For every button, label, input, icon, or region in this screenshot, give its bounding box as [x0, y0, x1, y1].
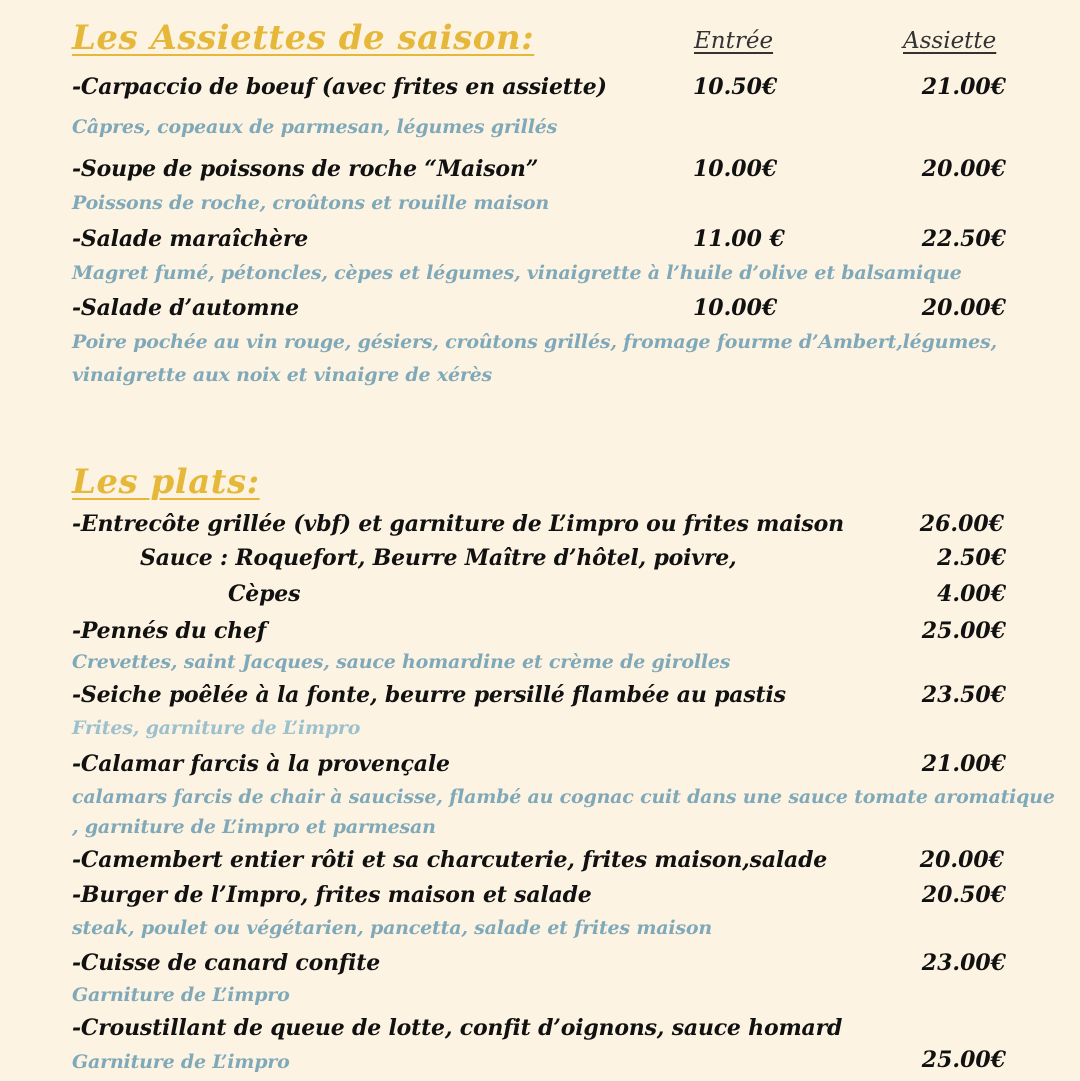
dish-price: 23.00€ — [921, 950, 1006, 976]
dish-price: 25.00€ — [921, 1047, 1006, 1073]
price-assiette: 22.50€ — [921, 226, 1006, 252]
dish-name: -Calamar farcis à la provençale — [72, 751, 450, 777]
price-entree: 10.50€ — [693, 74, 778, 100]
dish-description: Frites, garniture de L’impro — [72, 717, 361, 739]
price-entree: 11.00 € — [693, 226, 785, 252]
column-header-assiette: Assiette — [903, 28, 997, 54]
dish-name: -Pennés du chef — [72, 618, 267, 644]
dish-description: Crevettes, saint Jacques, sauce homardine et crème de girolles — [72, 651, 731, 673]
dish-name: -Croustillant de queue de lotte, confit d’oignons, sauce homard — [72, 1015, 843, 1041]
dish-description-line2: vinaigrette aux noix et vinaigre de xérès — [72, 364, 493, 386]
dish-name: -Carpaccio de boeuf (avec frites en assiette) — [72, 74, 607, 100]
price-entree: 10.00€ — [693, 295, 778, 321]
dish-description-line2: , garniture de L’impro et parmesan — [72, 816, 436, 838]
sauce-cepes: Cèpes — [228, 581, 301, 607]
price-entree: 10.00€ — [693, 156, 778, 182]
dish-name: -Soupe de poissons de roche “Maison” — [72, 156, 539, 182]
dish-description: Poissons de roche, croûtons et rouille maison — [72, 192, 550, 214]
section-title-plats: Les plats: — [72, 462, 260, 502]
dish-price: 26.00€ — [919, 511, 1004, 537]
dish-name: -Salade d’automne — [72, 295, 299, 321]
dish-name: -Salade maraîchère — [72, 226, 309, 252]
dish-price: 20.00€ — [919, 847, 1004, 873]
price-assiette: 20.00€ — [921, 156, 1006, 182]
dish-price: 23.50€ — [921, 682, 1006, 708]
dish-price: 20.50€ — [921, 882, 1006, 908]
dish-description: steak, poulet ou végétarien, pancetta, salade et frites maison — [72, 917, 712, 939]
sauce-options: Sauce : Roquefort, Beurre Maître d’hôtel, poivre, — [140, 545, 737, 571]
price-assiette: 20.00€ — [921, 295, 1006, 321]
column-header-entree: Entrée — [694, 28, 774, 54]
dish-description: calamars farcis de chair à saucisse, flambé au cognac cuit dans une sauce tomate aromatique — [72, 786, 1055, 808]
dish-name: -Seiche poêlée à la fonte, beurre persillé flambée au pastis — [72, 682, 786, 708]
dish-description: Poire pochée au vin rouge, gésiers, croûtons grillés, fromage fourme d’Ambert,légumes, — [72, 331, 997, 353]
dish-name: -Burger de l’Impro, frites maison et salade — [72, 882, 592, 908]
dish-description: Garniture de L’impro — [72, 1051, 290, 1073]
dish-name: -Entrecôte grillée (vbf) et garniture de L’impro ou frites maison — [72, 511, 844, 537]
dish-description: Magret fumé, pétoncles, cèpes et légumes, vinaigrette à l’huile d’olive et balsamique — [72, 262, 962, 284]
dish-description: Câpres, copeaux de parmesan, légumes grillés — [72, 116, 558, 138]
price-assiette: 21.00€ — [921, 74, 1006, 100]
sauce-price: 2.50€ — [937, 545, 1006, 571]
section-title-assiettes: Les Assiettes de saison: — [72, 18, 535, 58]
dish-name: -Camembert entier rôti et sa charcuterie, frites maison,salade — [72, 847, 828, 873]
dish-price: 21.00€ — [921, 751, 1006, 777]
dish-name: -Cuisse de canard confite — [72, 950, 381, 976]
dish-price: 25.00€ — [921, 618, 1006, 644]
dish-description: Garniture de L’impro — [72, 984, 290, 1006]
cepes-price: 4.00€ — [937, 581, 1006, 607]
